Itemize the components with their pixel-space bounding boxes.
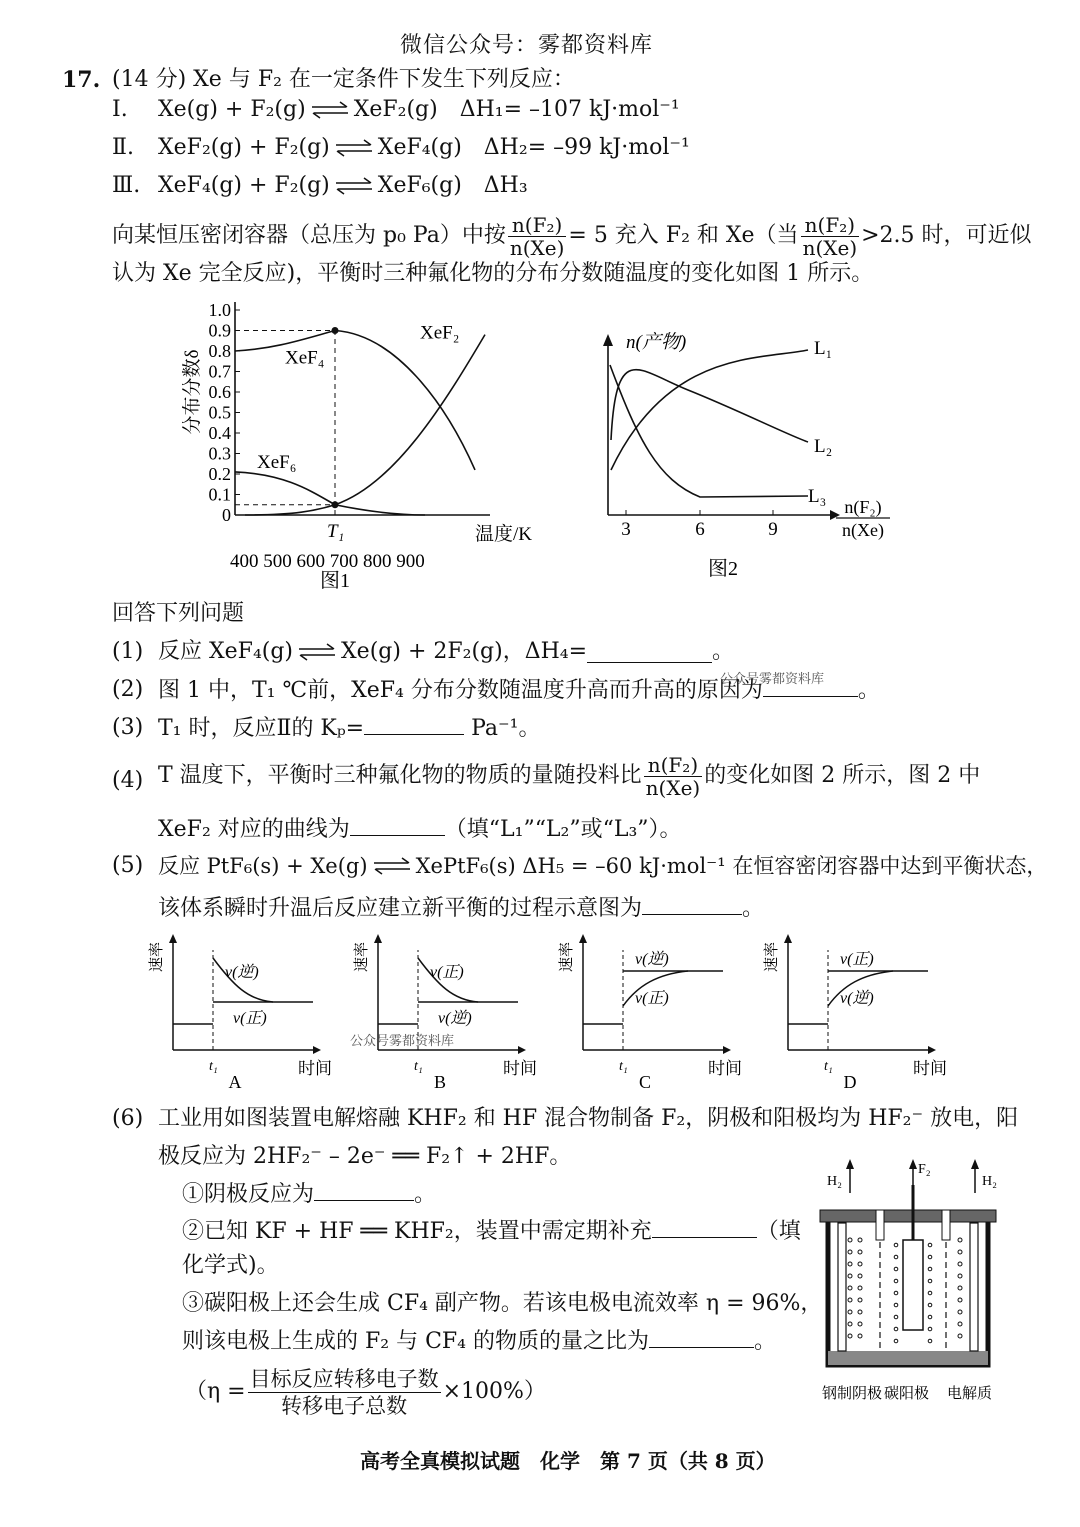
q4-line1 <box>158 750 980 802</box>
reaction-2 <box>112 134 690 162</box>
carbon-anode-label: 碳阳极 <box>884 1386 930 1402</box>
q6-line2: 极反应为 2HF₂⁻ – 2e⁻ ══ F₂↑ + 2HF。 <box>158 1144 572 1169</box>
x-label-numerator: n(F₂) <box>844 497 882 517</box>
q4-answer-blank[interactable] <box>350 815 445 836</box>
bubble <box>958 1262 962 1266</box>
q6-s1-end: 。 <box>414 1182 437 1207</box>
q6-s2-end: （填 <box>756 1219 801 1244</box>
bubble <box>958 1250 962 1254</box>
watermark-2: 公众号雾都资料库 <box>350 1034 455 1049</box>
reaction-reactants: Xe(g) + F₂(g) <box>158 97 306 122</box>
page-footer: 高考全真模拟试题 化学 第 7 页（共 8 页） <box>360 1449 776 1473</box>
q6-s3-line2-text: 则该电极上生成的 F₂ 与 CF₄ 的物质的量之比为 <box>182 1329 649 1354</box>
reaction-3 <box>112 172 528 200</box>
q6-s2-blank[interactable] <box>652 1217 757 1238</box>
bubble <box>858 1250 862 1254</box>
x-axis-label: 时间 <box>503 1059 537 1078</box>
bubble <box>848 1298 852 1302</box>
bubble <box>848 1334 852 1338</box>
y-tick-label: 0.6 <box>208 382 231 402</box>
steel-cathode-right <box>970 1223 978 1351</box>
q4-line2 <box>158 815 682 844</box>
y-axis-label: n(产物) <box>626 332 687 353</box>
q5-number: (5) <box>112 853 144 878</box>
reaction-enthalpy: ΔH₁= –107 kJ·mol⁻¹ <box>459 97 680 122</box>
electrolysis-apparatus-diagram <box>800 1155 1010 1405</box>
xef4-label: XeF₄ <box>285 347 325 369</box>
t1-label: t₁ <box>414 1059 423 1074</box>
bubble <box>894 1327 898 1331</box>
xef2-label: XeF₂ <box>420 322 460 344</box>
fraction-denominator: n(Xe) <box>509 235 565 260</box>
q6-s1-blank[interactable] <box>314 1180 414 1201</box>
q2-line <box>158 676 880 705</box>
y-tick-label: 0 <box>222 505 231 525</box>
upper-rate-label: v(逆) <box>225 964 259 981</box>
x-tick-label: 3 <box>621 519 631 540</box>
y-arrow-icon <box>603 334 613 346</box>
q1-answer-blank[interactable] <box>587 642 712 663</box>
f2-arrow-icon-head <box>909 1159 917 1169</box>
h2-right-arrow-icon-head <box>971 1159 979 1169</box>
upper-rate-label: v(逆) <box>635 951 669 968</box>
upper-rate-label: v(正) <box>430 964 464 981</box>
q5-answer-blank[interactable] <box>642 894 742 915</box>
bubble <box>928 1327 932 1331</box>
bubble <box>848 1262 852 1266</box>
reaction-products: XeF₆(g) <box>377 173 462 198</box>
q5-text-a: 反应 PtF₆(s) + Xe(g) <box>158 854 368 878</box>
q3-unit: Pa⁻¹。 <box>471 716 541 741</box>
y-axis-label: 速率 <box>149 941 165 972</box>
q4-line2-b: （填“L₁”“L₂”或“L₃”）。 <box>444 817 682 842</box>
l2-label: L₂ <box>814 436 833 457</box>
q6-s3-end: 。 <box>753 1329 776 1354</box>
eta-post: ×100%） <box>442 1379 546 1404</box>
x-axis-label: 时间 <box>708 1059 742 1078</box>
bubble <box>958 1322 962 1326</box>
x-arrow-icon <box>313 1046 321 1054</box>
bubble <box>928 1243 932 1247</box>
x-axis-label: 时间 <box>913 1059 947 1078</box>
l2-curve <box>611 370 808 442</box>
t1-label: T₁ <box>327 521 345 542</box>
bubble <box>928 1255 932 1259</box>
bubble <box>928 1339 932 1343</box>
figure1-caption: 图1 <box>320 570 350 590</box>
y-arrow-icon <box>374 934 382 943</box>
x-label-denominator: n(Xe) <box>842 520 884 540</box>
q6-line1: 工业用如图装置电解熔融 KHF₂ 和 HF 混合物制备 F₂，阴极和阳极均为 HF₂⁻ 放电，阳 <box>158 1106 1019 1131</box>
q2-end: 。 <box>857 678 880 703</box>
q1-text-b: Xe(g) + 2F₂(g)，ΔH₄= <box>341 639 588 664</box>
q1-text-a: 反应 XeF₄(g) <box>158 639 294 664</box>
y-tick-label: 0.2 <box>208 464 231 484</box>
eta-numerator: 目标反应转移电子数 <box>249 1366 439 1391</box>
q6-s2 <box>182 1217 801 1246</box>
y-tick-label: 0.5 <box>208 402 231 423</box>
y-tick-label: 1.0 <box>208 300 231 320</box>
bubble <box>848 1274 852 1278</box>
h2-left-label: H₂ <box>827 1174 842 1189</box>
answer-intro: 回答下列问题 <box>112 601 245 626</box>
xef4-curve <box>235 331 475 470</box>
xef6-curve <box>235 472 425 515</box>
reaction-number: Ⅰ. <box>112 97 128 122</box>
bubble <box>848 1286 852 1290</box>
lower-rate-label: v(正) <box>635 990 669 1007</box>
option-letter: A <box>228 1072 242 1090</box>
q2-text: 图 1 中，T₁ ℃前，XeF₄ 分布分数随温度升高而升高的原因为 <box>158 678 763 703</box>
h2-right-label: H₂ <box>982 1174 997 1189</box>
question-number: 17. <box>62 67 101 93</box>
figure2-caption: 图2 <box>708 558 738 580</box>
h2-left-arrow-icon-head <box>846 1159 854 1169</box>
y-tick-label: 0.3 <box>208 443 231 464</box>
reaction-reactants: XeF₂(g) + F₂(g) <box>158 135 330 160</box>
q4-text-b: 的变化如图 2 所示，图 2 中 <box>704 763 981 788</box>
q6-s3-blank[interactable] <box>649 1327 754 1348</box>
y-tick-label: 0.7 <box>208 361 231 382</box>
bubble <box>958 1286 962 1290</box>
bubble <box>928 1303 932 1307</box>
fraction-denominator: n(Xe) <box>802 235 858 260</box>
rate-graph-option-D[interactable] <box>760 930 950 1090</box>
y-axis-label: 分布分数δ <box>182 349 203 435</box>
intersection-point <box>332 501 339 508</box>
lower-rate-label: v(逆) <box>438 1010 472 1027</box>
x-axis-label: 温度/K <box>475 524 533 545</box>
page-header: 微信公众号：雾都资料库 <box>400 33 654 58</box>
fraction-numerator: n(F₂) <box>644 754 703 777</box>
figure1-distribution-chart <box>180 295 560 590</box>
q1-line <box>158 638 734 666</box>
equilibrium-arrow-icon <box>310 100 350 120</box>
lower-rate-label: v(正) <box>233 1010 267 1027</box>
rate-graph-option-C[interactable] <box>555 930 745 1090</box>
f2-label: F₂ <box>918 1162 931 1177</box>
y-tick-label: 0.9 <box>208 320 231 341</box>
bubble <box>858 1262 862 1266</box>
l1-curve <box>611 350 808 470</box>
y-tick-label: 0.8 <box>208 341 231 361</box>
bubble <box>958 1274 962 1278</box>
option-letter: D <box>843 1072 857 1090</box>
q4-text-a: T 温度下，平衡时三种氟化物的物质的量随投料比 <box>158 763 642 788</box>
q5-line2-text: 该体系瞬时升温后反应建立新平衡的过程示意图为 <box>158 896 643 921</box>
equilibrium-arrow-icon <box>334 138 374 158</box>
q3-text: T₁ 时，反应Ⅱ的 Kₚ= <box>158 716 365 741</box>
gas-tube <box>876 1210 884 1240</box>
reaction-number: Ⅱ. <box>112 135 134 160</box>
equilibrium-arrow-icon <box>297 642 337 662</box>
para1-text-b: = 5 充入 F₂ 和 Xe（当 <box>568 223 799 248</box>
reaction-products: XeF₂(g) <box>353 97 438 122</box>
bubble <box>928 1291 932 1295</box>
bubble <box>858 1298 862 1302</box>
para1-text-c: >2.5 时，可近似 <box>861 223 1032 248</box>
x-tick-labels: 400 500 600 700 800 900 <box>230 551 425 572</box>
intro-paragraph-line2: 认为 Xe 完全反应)，平衡时三种氟化物的分布分数随温度的变化如图 1 所示。 <box>112 261 874 286</box>
bubble <box>848 1250 852 1254</box>
q6-number: (6) <box>112 1106 144 1131</box>
steel-cathode-label: 钢制阴极 <box>822 1386 883 1402</box>
bubble <box>858 1310 862 1314</box>
fraction-numerator: n(F₂) <box>801 214 860 237</box>
watermark-1: 公众号雾都资料库 <box>720 672 825 687</box>
q1-end: 。 <box>712 639 735 664</box>
bubble <box>928 1279 932 1283</box>
l3-curve <box>610 365 808 497</box>
bubble <box>894 1315 898 1319</box>
reaction-enthalpy: ΔH₃ <box>483 173 528 198</box>
y-arrow-icon <box>579 934 587 943</box>
bubble <box>858 1322 862 1326</box>
eta-fraction <box>248 1366 441 1419</box>
container-lid <box>820 1210 996 1222</box>
reaction-products: XeF₄(g) <box>377 135 462 160</box>
bubble <box>894 1243 898 1247</box>
eta-denominator: 转移电子总数 <box>281 1393 408 1418</box>
reaction-number: Ⅲ. <box>112 173 141 198</box>
intro-paragraph-line1 <box>112 210 1032 262</box>
eta-pre: （η = <box>185 1379 246 1404</box>
option-letter: C <box>638 1072 652 1090</box>
bubble <box>858 1286 862 1290</box>
q6-s3: ③碳阳极上还会生成 CF₄ 副产物。若该电极电流效率 η = 96%， <box>182 1291 823 1316</box>
bubble <box>894 1267 898 1271</box>
bubble <box>848 1310 852 1314</box>
xef6-label: XeF₆ <box>257 451 297 473</box>
l3-label: L₃ <box>808 486 827 507</box>
x-tick-label: 6 <box>695 519 705 540</box>
ratio-fraction <box>508 214 567 259</box>
bubble <box>848 1238 852 1242</box>
q5-text-b: XePtF₆(s) ΔH₅ = –60 kJ·mol⁻¹ 在恒容密闭容器中达到平衡状态， <box>415 854 1048 878</box>
q4-line2-a: XeF₂ 对应的曲线为 <box>158 817 350 842</box>
q3-line <box>158 714 540 743</box>
y-axis-label: 速率 <box>354 941 370 972</box>
bubble <box>858 1274 862 1278</box>
q3-answer-blank[interactable] <box>364 714 464 735</box>
y-tick-label: 0.4 <box>208 423 231 443</box>
q6-s2-text: ②已知 KF + HF ══ KHF₂，装置中需定期补充 <box>182 1219 652 1244</box>
q4-ratio-fraction <box>644 754 703 799</box>
y-tick-label: 0.1 <box>208 484 231 505</box>
x-tick-label: 9 <box>768 519 778 540</box>
equilibrium-arrow-icon <box>334 176 374 196</box>
x-axis-label: 时间 <box>298 1059 332 1078</box>
x-arrow-icon <box>518 1046 526 1054</box>
reaction-enthalpy: ΔH₂= –99 kJ·mol⁻¹ <box>483 135 690 160</box>
bubble <box>958 1298 962 1302</box>
y-axis-label: 速率 <box>559 941 575 972</box>
x-arrow-icon <box>723 1046 731 1054</box>
para1-text-a: 向某恒压密闭容器（总压为 p₀ Pa）中按 <box>112 223 506 248</box>
q6-s2-line2: 化学式)。 <box>182 1253 279 1278</box>
q5-line1 <box>158 852 1047 880</box>
q5-end: 。 <box>742 896 765 921</box>
q2-number: (2) <box>112 677 144 702</box>
bubble <box>928 1267 932 1271</box>
question-intro: (14 分) Xe 与 F₂ 在一定条件下发生下列反应： <box>112 67 575 92</box>
bubble <box>894 1255 898 1259</box>
rate-graph-option-A[interactable] <box>145 930 335 1090</box>
option-letter: B <box>433 1072 447 1090</box>
bubble <box>894 1339 898 1343</box>
electrolyte-label: 电解质 <box>947 1386 993 1402</box>
bubble <box>894 1279 898 1283</box>
ratio-fraction-2 <box>801 214 860 259</box>
q3-number: (3) <box>112 715 144 740</box>
bubble <box>894 1303 898 1307</box>
bubble <box>958 1334 962 1338</box>
lower-rate-label: v(逆) <box>840 990 874 1007</box>
fraction-denominator: n(Xe) <box>645 775 701 800</box>
bubble <box>894 1291 898 1295</box>
y-axis-label: 速率 <box>764 941 780 972</box>
bubble <box>958 1310 962 1314</box>
bubble <box>928 1315 932 1319</box>
y-arrow-icon <box>784 934 792 943</box>
q6-s1-text: ①阴极反应为 <box>182 1182 315 1207</box>
peak-point <box>332 327 339 334</box>
upper-rate-label: v(正) <box>840 951 874 968</box>
q5-line2 <box>158 894 764 923</box>
q2-answer-blank[interactable] <box>763 676 858 697</box>
bubble <box>858 1238 862 1242</box>
steel-cathode-left <box>838 1223 846 1351</box>
l1-label: L₁ <box>814 338 833 359</box>
q4-number: (4) <box>112 768 144 793</box>
y-arrow-icon <box>169 934 177 943</box>
reaction-reactants: XeF₄(g) + F₂(g) <box>158 173 330 198</box>
reaction-1 <box>112 96 680 124</box>
container-bottom <box>828 1351 988 1365</box>
gas-tube <box>942 1210 950 1240</box>
t1-label: t₁ <box>209 1059 218 1074</box>
bubble <box>848 1322 852 1326</box>
carbon-anode <box>903 1240 923 1330</box>
figure2-product-chart <box>590 320 900 590</box>
q1-number: (1) <box>112 639 144 664</box>
equilibrium-arrow-icon <box>372 856 412 876</box>
fraction-numerator: n(F₂) <box>508 214 567 237</box>
x-arrow-icon <box>928 1046 936 1054</box>
rate-graph-option-B[interactable] <box>350 930 540 1090</box>
xef2-curve <box>245 335 485 515</box>
q6-s1 <box>182 1180 436 1209</box>
efficiency-formula <box>185 1362 546 1422</box>
bubble <box>958 1238 962 1242</box>
q6-s3-line2 <box>182 1327 776 1356</box>
t1-label: t₁ <box>619 1059 628 1074</box>
bubble <box>858 1334 862 1338</box>
t1-label: t₁ <box>824 1059 833 1074</box>
